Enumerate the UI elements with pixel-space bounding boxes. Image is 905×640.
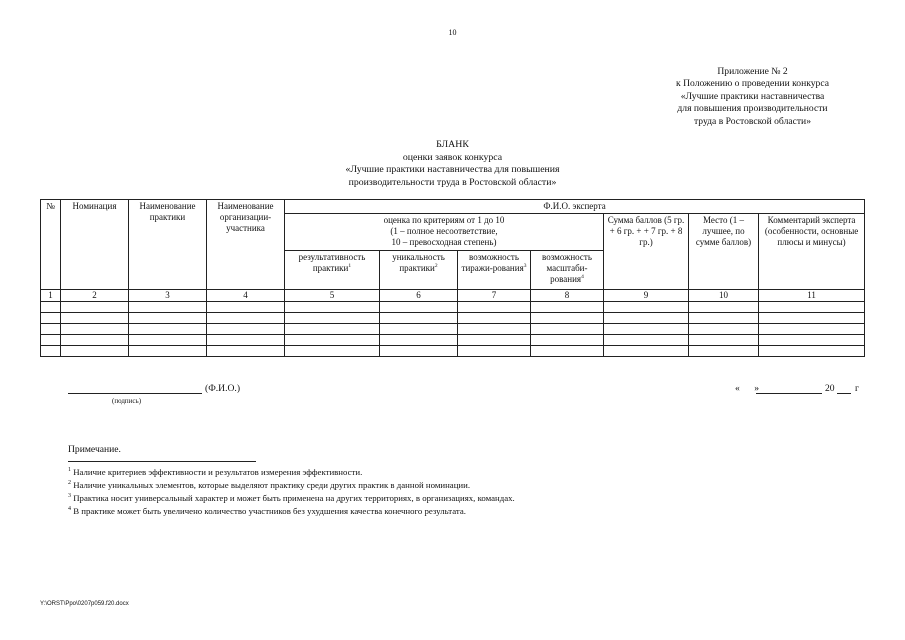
table-cell[interactable]: [380, 346, 458, 357]
signature-caption: (подпись): [112, 397, 142, 405]
footnote: [68, 491, 515, 504]
header-scaling-label: возможность масштаби-рования: [542, 252, 592, 284]
footnote-text: Наличие критериев эффективности и результатов измерения эффективности.: [73, 466, 363, 477]
footnote-mark: 2: [434, 263, 438, 269]
table-row: [41, 346, 865, 357]
table-cell[interactable]: [285, 346, 380, 357]
table-cell[interactable]: [689, 302, 759, 313]
table-cell[interactable]: [41, 335, 61, 346]
header-place: Место (1 – лучшее, по сумме баллов): [689, 214, 759, 290]
fio-label: (Ф.И.О.): [205, 383, 241, 394]
table-row: [41, 302, 865, 313]
table-cell[interactable]: [759, 313, 865, 324]
table-cell[interactable]: [531, 313, 604, 324]
table-cell[interactable]: [129, 324, 207, 335]
table-cell[interactable]: [531, 346, 604, 357]
footnote-mark: 1: [68, 467, 71, 473]
form-title-line: «Лучшие практики наставничества для повышения: [345, 164, 560, 175]
year-line[interactable]: [837, 393, 851, 394]
page-number: 10: [448, 28, 457, 37]
date-month-line[interactable]: [756, 393, 822, 394]
table-cell[interactable]: [61, 324, 129, 335]
year-prefix: 20: [825, 383, 835, 394]
footnote-separator: [68, 461, 256, 462]
table-cell[interactable]: [129, 335, 207, 346]
header-sum: Сумма баллов (5 гр. + 6 гр. + + 7 гр. + 8 гр.): [604, 214, 689, 290]
table-cell[interactable]: [759, 302, 865, 313]
table-cell[interactable]: [61, 346, 129, 357]
column-number: 8: [531, 290, 604, 302]
table-cell[interactable]: [61, 313, 129, 324]
header-comment: Комментарий эксперта (особенности, основные плюсы и минусы): [759, 214, 865, 290]
table-cell[interactable]: [458, 302, 531, 313]
appendix-header: [640, 66, 865, 128]
appendix-line: Приложение № 2: [717, 66, 788, 77]
header-expert-name: Ф.И.О. эксперта: [285, 200, 865, 214]
file-path: Y:\ORST\Ppo\0207p059.f20.docx: [40, 601, 129, 607]
table-cell[interactable]: [207, 335, 285, 346]
table-cell[interactable]: [285, 313, 380, 324]
table-row: [41, 313, 865, 324]
footnote: [68, 465, 515, 478]
column-number: 6: [380, 290, 458, 302]
table-cell[interactable]: [380, 313, 458, 324]
table-cell[interactable]: [458, 313, 531, 324]
table-cell[interactable]: [207, 302, 285, 313]
form-title-line: оценки заявок конкурса: [402, 151, 503, 163]
table-cell[interactable]: [61, 302, 129, 313]
header-nomination: Номинация: [61, 200, 129, 290]
table-cell[interactable]: [604, 313, 689, 324]
table-cell[interactable]: [380, 324, 458, 335]
table-cell[interactable]: [759, 346, 865, 357]
table-cell[interactable]: [531, 335, 604, 346]
column-number: 9: [604, 290, 689, 302]
table-cell[interactable]: [380, 302, 458, 313]
header-row: [41, 200, 865, 214]
form-title-line: БЛАНК: [436, 139, 469, 150]
table-cell[interactable]: [531, 324, 604, 335]
appendix-line: к Положению о проведении конкурса: [676, 78, 829, 90]
appendix-line: для повышения производительности: [677, 103, 828, 115]
table-cell[interactable]: [285, 324, 380, 335]
criteria-group-label: оценка по критериям от 1 до 10: [383, 215, 505, 225]
header-scaling: [531, 251, 604, 290]
table-row: [41, 335, 865, 346]
criteria-scale-line: 10 – превосходная степень): [391, 237, 497, 247]
table-cell[interactable]: [129, 302, 207, 313]
evaluation-table: [40, 199, 865, 357]
footnote-mark: 3: [68, 492, 71, 499]
note-title: Примечание.: [68, 444, 121, 455]
form-title: [230, 139, 675, 189]
footnote: [68, 504, 515, 517]
table-cell[interactable]: [285, 335, 380, 346]
table-cell[interactable]: [458, 335, 531, 346]
header-criteria-group: [285, 214, 604, 251]
footnotes: [68, 465, 515, 517]
column-number: 1: [41, 290, 61, 302]
table-cell[interactable]: [604, 346, 689, 357]
table-cell[interactable]: [458, 346, 531, 357]
table-cell[interactable]: [41, 346, 61, 357]
column-number: 3: [129, 290, 207, 302]
table-cell[interactable]: [129, 313, 207, 324]
table-cell[interactable]: [759, 335, 865, 346]
table-cell[interactable]: [458, 324, 531, 335]
footnote-mark: 1: [348, 263, 352, 269]
table-cell[interactable]: [604, 302, 689, 313]
table-cell[interactable]: [689, 346, 759, 357]
table-cell[interactable]: [61, 335, 129, 346]
date-quote-close: »: [754, 383, 759, 394]
column-number: 7: [458, 290, 531, 302]
table-cell[interactable]: [207, 313, 285, 324]
table-cell[interactable]: [604, 324, 689, 335]
header-replication-label: возможность тиражи-рования: [461, 252, 524, 273]
table-cell[interactable]: [41, 313, 61, 324]
header-replication: [458, 251, 531, 290]
header-effectiveness-label: результативность практики: [298, 252, 366, 273]
footnote-text: В практике может быть увеличено количество участников без ухудшения качества конечного результата.: [73, 505, 466, 516]
column-number: 10: [689, 290, 759, 302]
table-cell[interactable]: [285, 302, 380, 313]
header-uniqueness-label: уникальность практики: [392, 252, 445, 273]
appendix-line: «Лучшие практики наставничества: [680, 90, 825, 102]
criteria-scale-line: (1 – полное несоответствие,: [390, 226, 498, 236]
date-quote-open: «: [735, 383, 740, 394]
footnote-text: Наличие уникальных элементов, которые выделяют практику среди других практик в данной номинации.: [73, 479, 471, 490]
footnote-mark: 2: [68, 479, 71, 486]
table-cell[interactable]: [759, 324, 865, 335]
header-org-name: Наименование организации-участника: [207, 200, 285, 290]
column-number-row: [41, 290, 865, 302]
table-cell[interactable]: [689, 313, 759, 324]
table-cell[interactable]: [380, 335, 458, 346]
table-cell[interactable]: [689, 335, 759, 346]
column-number: 11: [759, 290, 865, 302]
table-cell[interactable]: [41, 302, 61, 313]
table-cell[interactable]: [531, 302, 604, 313]
header-practice-name: Наименование практики: [129, 200, 207, 290]
form-title-line: производительности труда в Ростовской области»: [348, 176, 557, 188]
table-cell[interactable]: [207, 346, 285, 357]
signature-line[interactable]: [68, 393, 202, 394]
footnote-mark: 3: [523, 263, 527, 269]
header-effectiveness: [285, 251, 380, 290]
column-number: 5: [285, 290, 380, 302]
footnote: [68, 478, 515, 491]
table-cell[interactable]: [129, 346, 207, 357]
appendix-line: труда в Ростовской области»: [694, 115, 811, 127]
footnote-mark: 4: [581, 274, 584, 280]
header-uniqueness: [380, 251, 458, 290]
table-cell[interactable]: [689, 324, 759, 335]
column-number: 2: [61, 290, 129, 302]
column-number: 4: [207, 290, 285, 302]
table-cell[interactable]: [604, 335, 689, 346]
header-num: №: [41, 200, 61, 290]
table-row: [41, 324, 865, 335]
table-cell[interactable]: [41, 324, 61, 335]
table-cell[interactable]: [207, 324, 285, 335]
year-suffix: г: [855, 383, 859, 394]
footnote-mark: 4: [68, 505, 71, 512]
footnote-text: Практика носит универсальный характер и может быть применена на других территориях, в организациях, командах.: [73, 492, 515, 503]
